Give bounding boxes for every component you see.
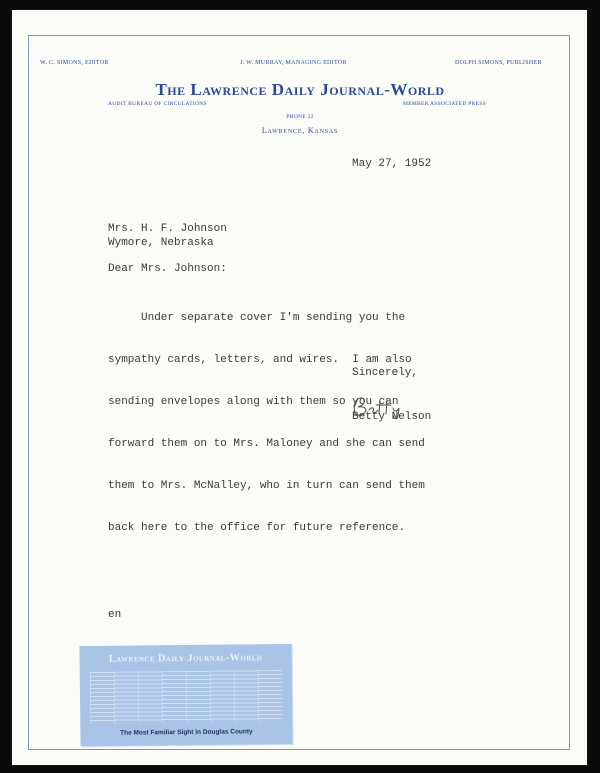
clipping-newsprint-texture bbox=[90, 670, 283, 724]
salutation: Dear Mrs. Johnson: bbox=[108, 263, 227, 275]
city-line: Lawrence, Kansas bbox=[261, 126, 339, 135]
body-line: Under separate cover I'm sending you the bbox=[108, 312, 406, 324]
letter-date: May 27, 1952 bbox=[352, 158, 432, 170]
closing: Sincerely, bbox=[352, 367, 419, 379]
body-line: forward them on to Mrs. Maloney and she can send bbox=[108, 438, 425, 450]
managing-editor-line: J. W. MURRAY, MANAGING EDITOR bbox=[240, 60, 347, 66]
body-line: back here to the office for future reference. bbox=[108, 522, 406, 534]
recipient-place: Wymore, Nebraska bbox=[108, 237, 214, 249]
recipient-name: Mrs. H. F. Johnson bbox=[108, 223, 227, 235]
typist-initials: en bbox=[108, 609, 122, 621]
clipping-caption: The Most Familiar Sight in Douglas County bbox=[120, 728, 253, 737]
publisher-line: DOLPH SIMONS, PUBLISHER bbox=[455, 60, 542, 66]
associated-press-line: MEMBER ASSOCIATED PRESS bbox=[403, 101, 487, 107]
masthead-title: The Lawrence Daily Journal-World bbox=[155, 80, 445, 99]
audit-bureau-line: AUDIT BUREAU OF CIRCULATIONS bbox=[108, 101, 207, 107]
signer-name: Betty Nelson bbox=[352, 411, 432, 423]
editor-line: W. C. SIMONS, EDITOR bbox=[40, 60, 109, 66]
phone-line: PHONE 22 bbox=[286, 114, 314, 120]
body-line: sympathy cards, letters, and wires. I am also bbox=[108, 354, 412, 366]
body-line: them to Mrs. McNalley, who in turn can send them bbox=[108, 480, 425, 492]
clipping-masthead: Lawrence Daily Journal-World bbox=[108, 652, 263, 665]
body-line: sending envelopes along with them so you can bbox=[108, 396, 399, 408]
newspaper-clipping bbox=[79, 644, 292, 746]
